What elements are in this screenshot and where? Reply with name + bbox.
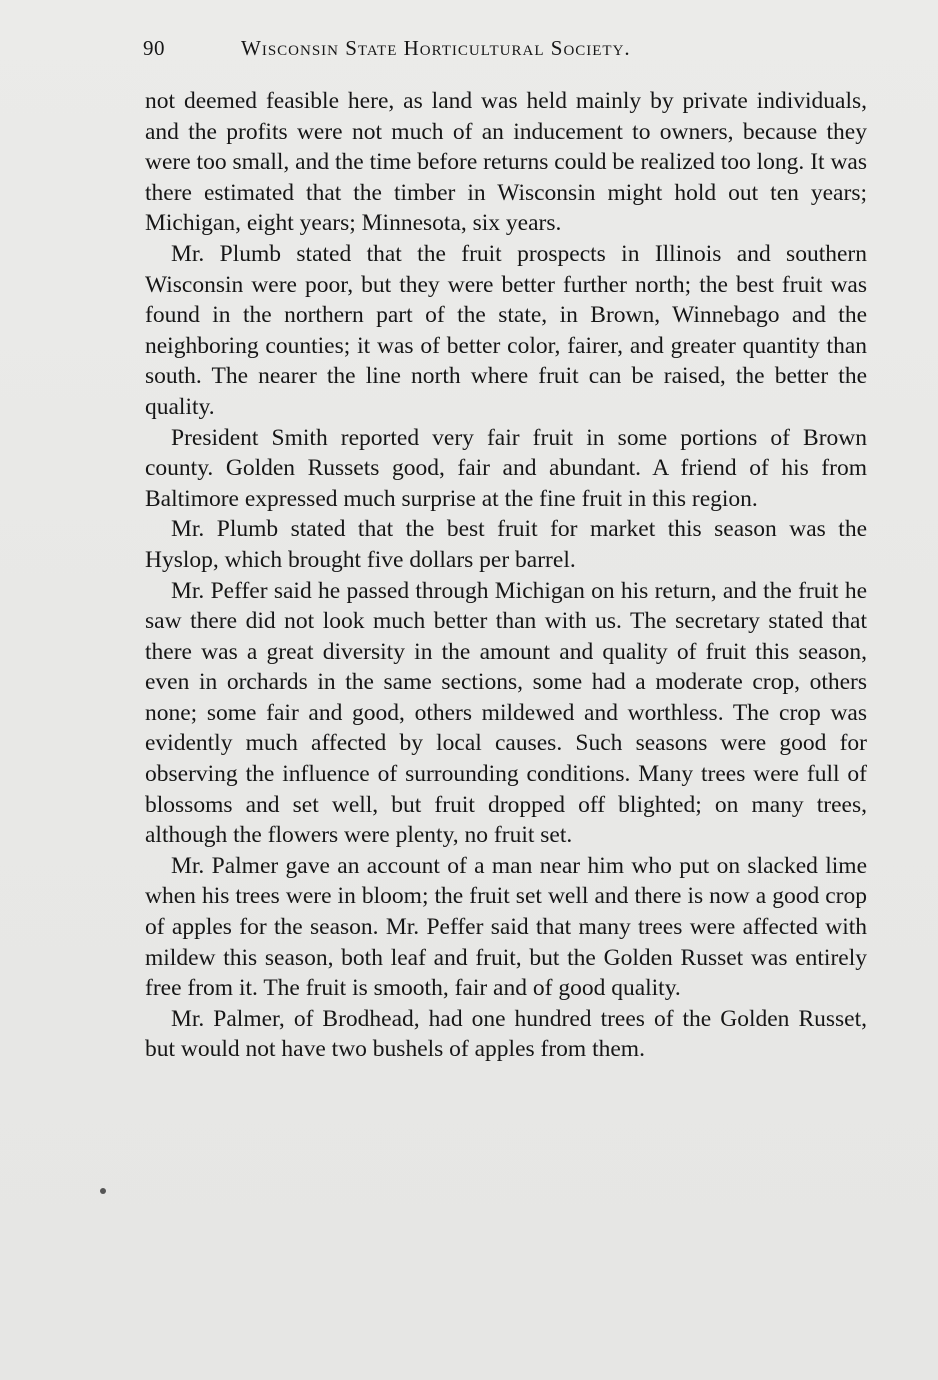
body-text <box>145 86 867 1065</box>
paragraph-palmer-slacked-lime: Mr. Palmer gave an account of a man near him who put on slacked lime when his trees were in bloom; the fruit set well and there is now a good crop of apples for the season. Mr. Peffer said that many trees were affected with mildew this season, both leaf and fruit, but the Golden Russet was entirely free from it. The fruit is smooth, fair and of good quality. <box>145 852 867 1002</box>
paragraph-plumb-hyslop: Mr. Plumb stated that the best fruit for market this season was the Hyslop, which brought five dollars per barrel. <box>145 516 867 573</box>
ink-speck <box>100 1188 106 1194</box>
paragraph-smith-brown-county: President Smith reported very fair fruit in some portions of Brown county. Golden Russets good, fair and abundant. A friend of his from Baltimore expressed much surprise at the fine fruit in this region. <box>145 424 867 512</box>
paragraph-palmer-brodhead: Mr. Palmer, of Brodhead, had one hundred trees of the Golden Russet, but would not have two bushels of apples from them. <box>145 1005 867 1063</box>
page-number: 90 <box>143 36 165 60</box>
paragraph-plumb-fruit-prospects: Mr. Plumb stated that the fruit prospects in Illinois and southern Wisconsin were poor, but they were better further north; the best fruit was found in the northern part of the state, in Brown, Winnebago and the neighboring counties; it was of better color, fairer, and greater quantity than south. The nearer the line north where fruit can be raised, the better the quality. <box>145 240 867 420</box>
running-title: Wisconsin State Horticultural Society. <box>241 36 631 60</box>
paragraph-peffer-michigan: Mr. Peffer said he passed through Michigan on his return, and the fruit he saw there did not look much better than with us. The secretary stated that there was a great diversity in the amount and quality of fruit this season, even in orchards in the same sections, some had a moderate crop, others none; some fair and good, others mildewed and worthless. The crop was evidently much affected by local causes. Such seasons were good for observing the influence of surrounding conditions. Many trees were full of blossoms and set well, but fruit dropped off blighted; on many trees, although the flowers were plenty, no fruit set. <box>145 577 867 849</box>
running-head <box>143 36 843 66</box>
paragraph-continued: not deemed feasible here, as land was held mainly by private individuals, and the profits were not much of an inducement to owners, because they were too small, and the time before returns could be realized too long. It was there estimated that the timber in Wisconsin might hold out ten years; Michigan, eight years; Minnesota, six years. <box>145 88 867 237</box>
